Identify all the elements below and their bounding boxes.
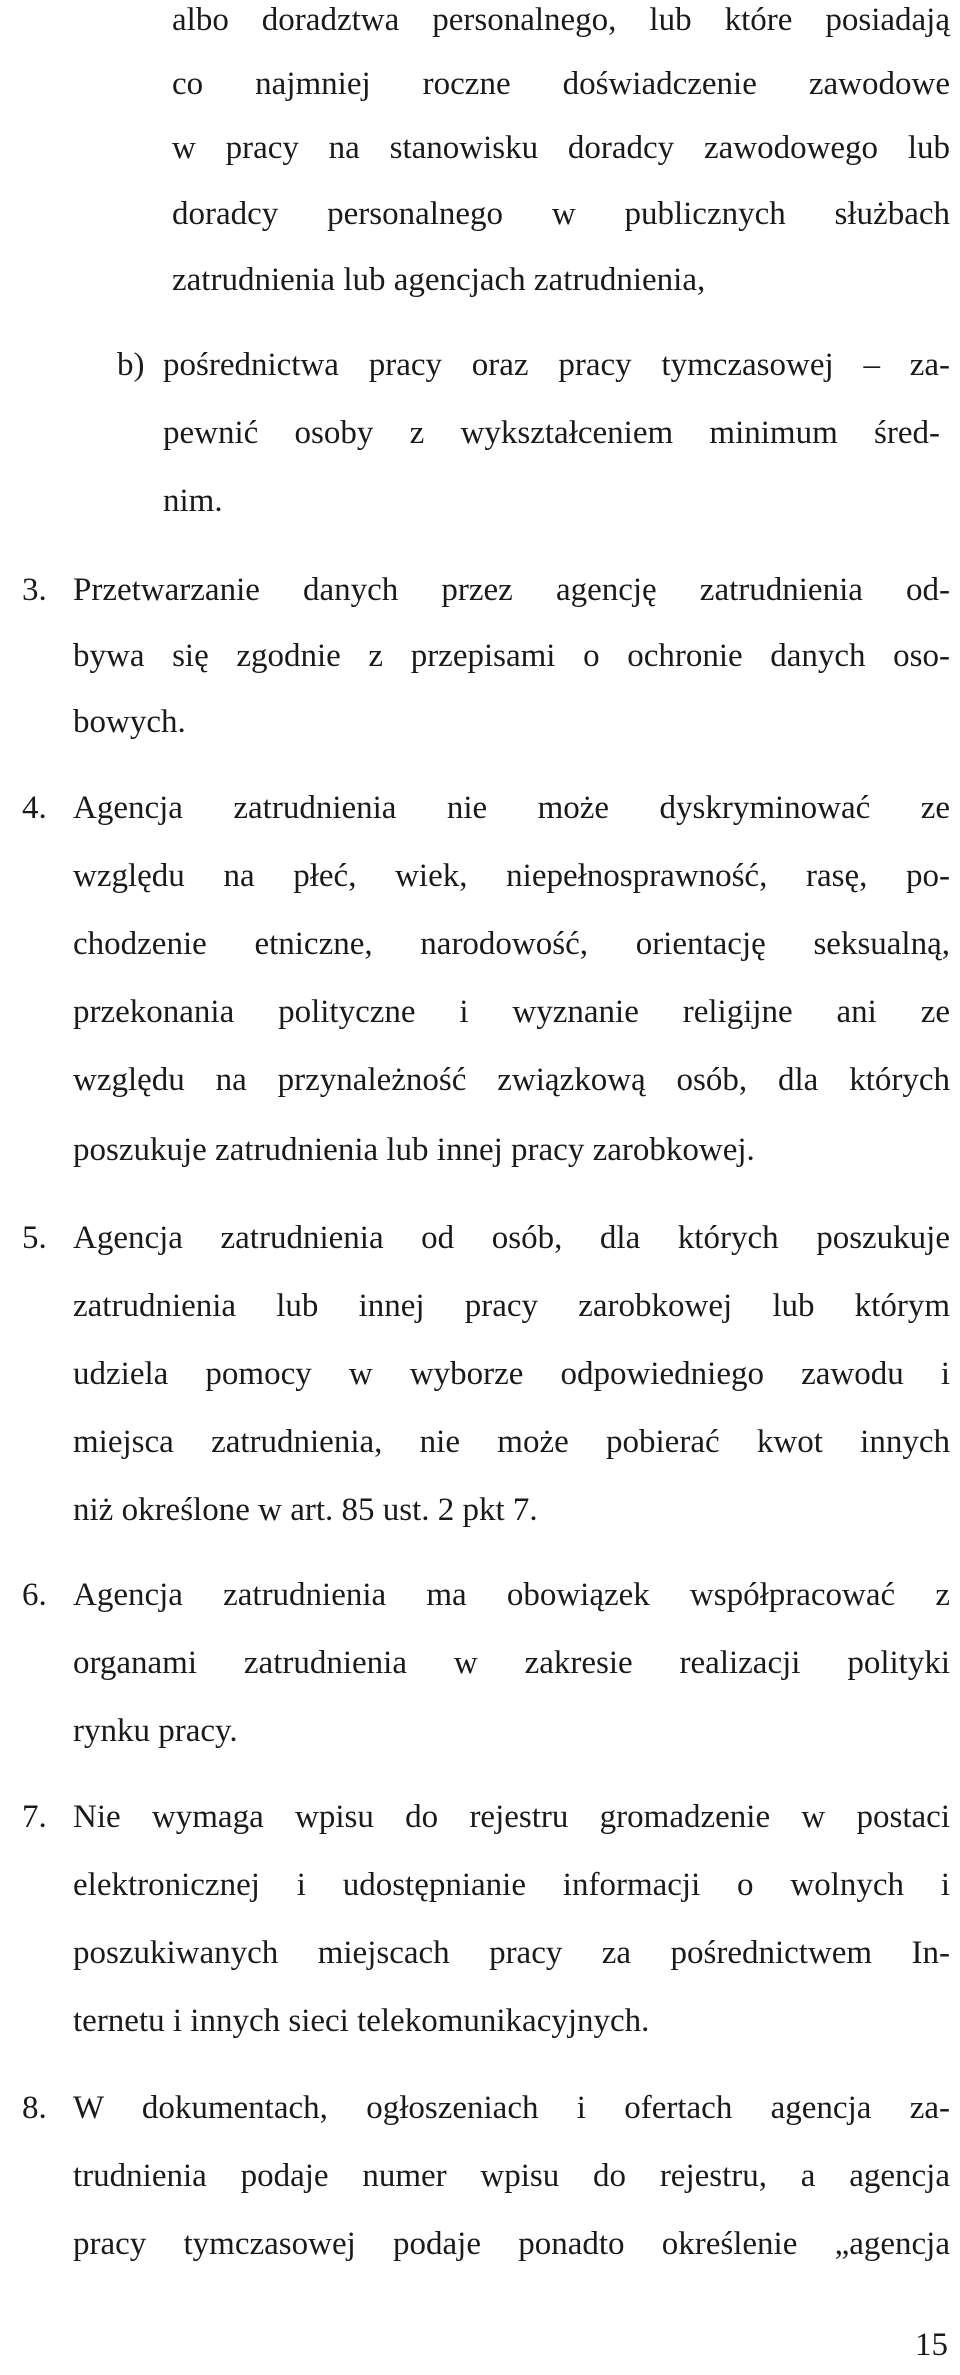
paragraph-number: 4. <box>22 790 47 826</box>
paragraph-line: poszukiwanych miejscach pracy za pośrednictwem In- <box>73 1935 950 1971</box>
paragraph-line: Agencja zatrudnienia nie może dyskryminować ze <box>73 790 950 826</box>
paragraph-number: 8. <box>22 2090 47 2126</box>
continuation-line: zatrudnienia lub agencjach zatrudnienia, <box>172 262 706 298</box>
paragraph-line: W dokumentach, ogłoszeniach i ofertach agencja za- <box>73 2090 950 2126</box>
paragraph-line: rynku pracy. <box>73 1713 238 1749</box>
paragraph-line: trudnienia podaje numer wpisu do rejestru, a agencja <box>73 2158 950 2194</box>
continuation-line: doradcy personalnego w publicznych służbach <box>172 196 950 232</box>
paragraph-line: względu na płeć, wiek, niepełnosprawność, rasę, po- <box>73 858 950 894</box>
continuation-line: albo doradztwa personalnego, lub które posiadają <box>172 2 950 38</box>
paragraph-line: bywa się zgodnie z przepisami o ochronie danych oso- <box>73 638 950 674</box>
continuation-line: w pracy na stanowisku doradcy zawodowego lub <box>172 130 950 166</box>
paragraph-line: chodzenie etniczne, narodowość, orientację seksualną, <box>73 926 950 962</box>
item-b-line: pośrednictwa pracy oraz pracy tymczasowej – za- <box>163 347 950 383</box>
paragraph-line: względu na przynależność związkową osób, dla których <box>73 1062 950 1098</box>
paragraph-line: Agencja zatrudnienia od osób, dla których poszukuje <box>73 1220 950 1256</box>
paragraph-line: miejsca zatrudnienia, nie może pobierać kwot innych <box>73 1424 950 1460</box>
item-b-line: nim. <box>163 483 223 519</box>
paragraph-number: 5. <box>22 1220 47 1256</box>
paragraph-number: 3. <box>22 572 47 608</box>
item-b-line: pewnić osoby z wykształceniem minimum śred- <box>163 415 940 451</box>
page-number: 15 <box>915 2327 948 2363</box>
paragraph-line: poszukuje zatrudnienia lub innej pracy zarobkowej. <box>73 1132 755 1168</box>
continuation-line: co najmniej roczne doświadczenie zawodowe <box>172 66 950 102</box>
paragraph-line: Przetwarzanie danych przez agencję zatrudnienia od- <box>73 572 950 608</box>
item-b-marker: b) <box>117 347 145 383</box>
paragraph-line: ternetu i innych sieci telekomunikacyjnych. <box>73 2003 650 2039</box>
paragraph-number: 7. <box>22 1799 47 1835</box>
paragraph-line: zatrudnienia lub innej pracy zarobkowej lub którym <box>73 1288 950 1324</box>
paragraph-number: 6. <box>22 1577 47 1613</box>
paragraph-line: udziela pomocy w wyborze odpowiedniego zawodu i <box>73 1356 950 1392</box>
paragraph-line: organami zatrudnienia w zakresie realizacji polityki <box>73 1645 950 1681</box>
paragraph-line: Nie wymaga wpisu do rejestru gromadzenie w postaci <box>73 1799 950 1835</box>
paragraph-line: elektronicznej i udostępnianie informacji o wolnych i <box>73 1867 950 1903</box>
paragraph-line: Agencja zatrudnienia ma obowiązek współpracować z <box>73 1577 950 1613</box>
paragraph-line: przekonania polityczne i wyznanie religijne ani ze <box>73 994 950 1030</box>
paragraph-line: bowych. <box>73 704 186 740</box>
paragraph-line: niż określone w art. 85 ust. 2 pkt 7. <box>73 1492 538 1528</box>
paragraph-line: pracy tymczasowej podaje ponadto określenie „agencja <box>73 2226 950 2262</box>
